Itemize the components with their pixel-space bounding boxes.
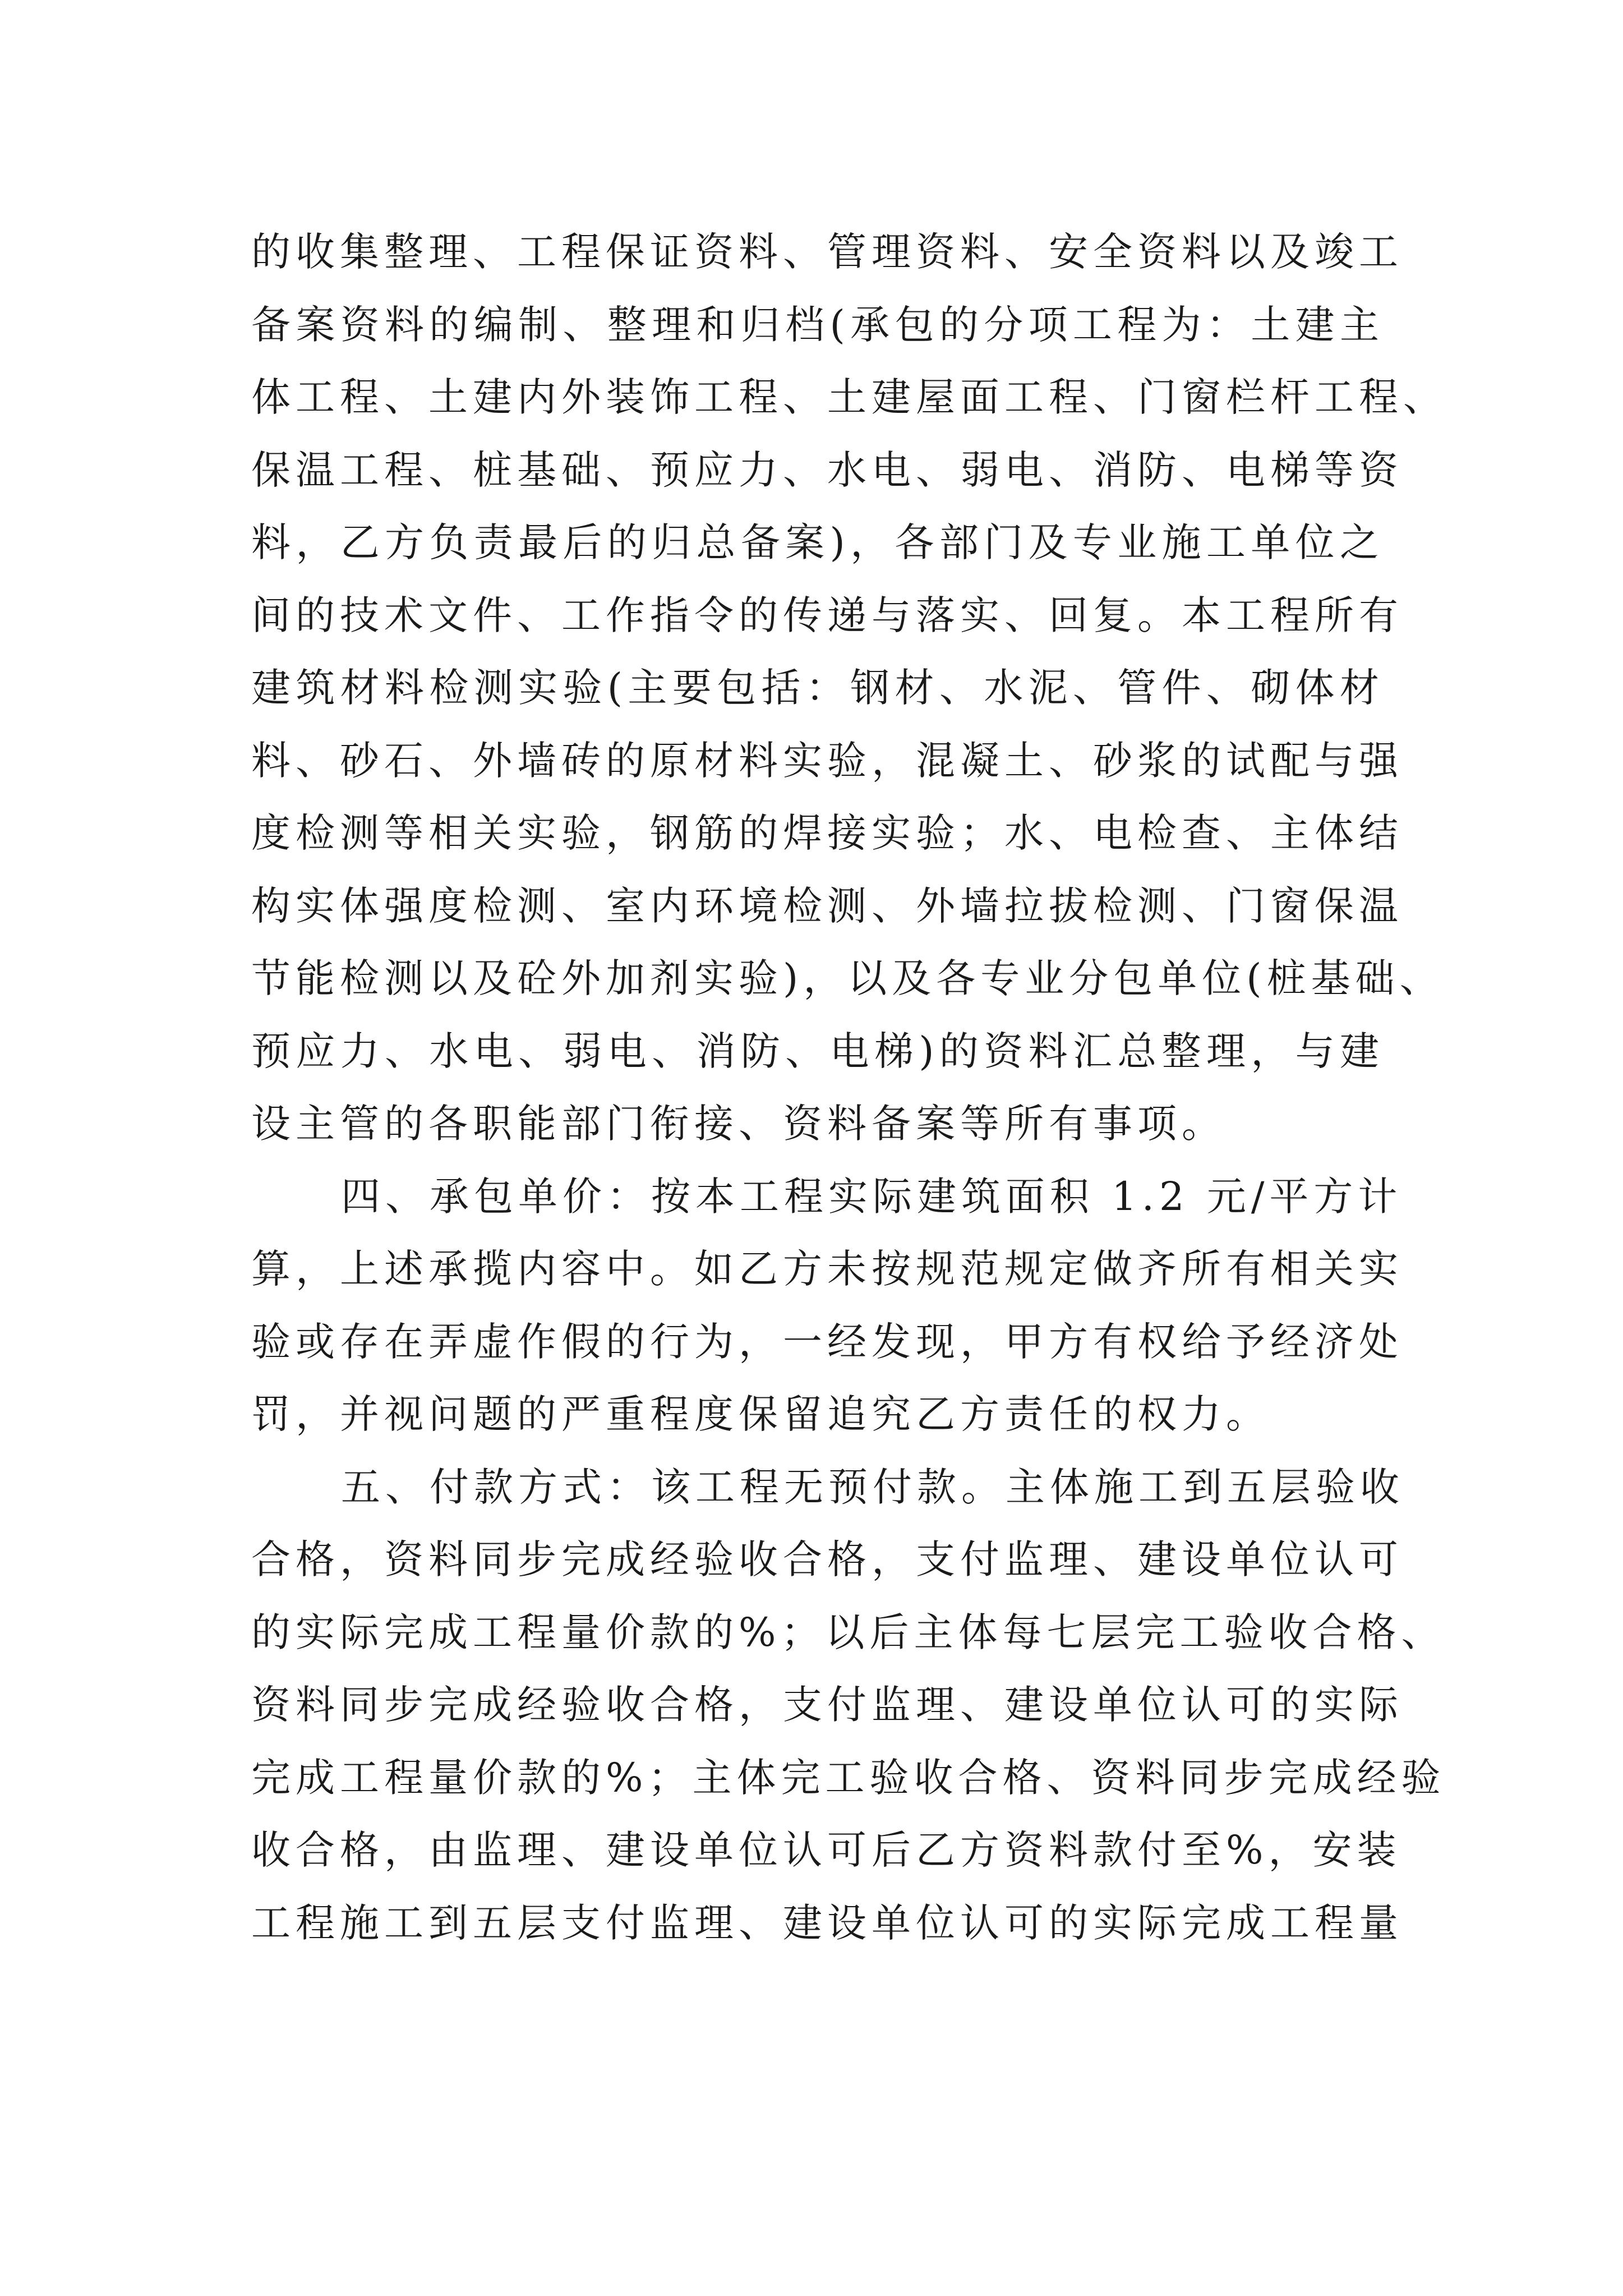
text-line: 保温工程、桩基础、预应力、水电、弱电、消防、电梯等资 <box>251 447 1403 493</box>
document-body <box>251 216 1447 1959</box>
text-line: 完成工程量价款的%；主体完工验收合格、资料同步完成经验 <box>251 1754 1446 1801</box>
text-line: 四、承包单价：按本工程实际建筑面积 1.2 元/平方计 <box>341 1173 1403 1220</box>
text-line: 构实体强度检测、室内环境检测、外墙拉拔检测、门窗保温 <box>251 882 1403 929</box>
text-line: 工程施工到五层支付监理、建设单位认可的实际完成工程量 <box>251 1899 1403 1946</box>
paragraph-scope <box>251 216 1447 1161</box>
paragraph-unit-price <box>251 1161 1403 1451</box>
text-line: 合格，资料同步完成经验收合格，支付监理、建设单位认可 <box>251 1536 1403 1582</box>
text-line: 资料同步完成经验收合格，支付监理、建设单位认可的实际 <box>251 1682 1403 1728</box>
text-line: 收合格，由监理、建设单位认可后乙方资料款付至%，安装 <box>251 1827 1401 1873</box>
text-line: 预应力、水电、弱电、消防、电梯)的资料汇总整理，与建 <box>251 1028 1384 1074</box>
text-line: 节能检测以及砼外加剂实验)，以及各专业分包单位(桩基础、 <box>251 955 1444 1001</box>
text-line: 备案资料的编制、整理和归档(承包的分项工程为：土建主 <box>251 301 1384 348</box>
text-line: 算，上述承揽内容中。如乙方未按规范规定做齐所有相关实 <box>251 1246 1403 1292</box>
text-line: 度检测等相关实验，钢筋的焊接实验；水、电检查、主体结 <box>251 810 1403 856</box>
text-line: 设主管的各职能部门衔接、资料备案等所有事项。 <box>251 1101 1226 1147</box>
text-line: 的实际完成工程量价款的%；以后主体每七层完工验收合格、 <box>251 1609 1446 1655</box>
text-line: 五、付款方式：该工程无预付款。主体施工到五层验收 <box>341 1464 1404 1510</box>
paragraph-payment <box>251 1451 1446 1960</box>
text-line: 间的技术文件、工作指令的传递与落实、回复。本工程所有 <box>251 592 1403 638</box>
text-line: 料，乙方负责最后的归总备案)，各部门及专业施工单位之 <box>251 519 1384 565</box>
text-line: 体工程、土建内外装饰工程、土建屋面工程、门窗栏杆工程、 <box>251 374 1447 420</box>
text-line: 罚，并视问题的严重程度保留追究乙方责任的权力。 <box>251 1391 1270 1437</box>
text-line: 建筑材料检测实验(主要包括：钢材、水泥、管件、砌体材 <box>251 665 1384 711</box>
text-line: 的收集整理、工程保证资料、管理资料、安全资料以及竣工 <box>251 229 1403 275</box>
text-line: 验或存在弄虚作假的行为，一经发现，甲方有权给予经济处 <box>251 1318 1403 1365</box>
text-line: 料、砂石、外墙砖的原材料实验，混凝土、砂浆的试配与强 <box>251 737 1403 784</box>
